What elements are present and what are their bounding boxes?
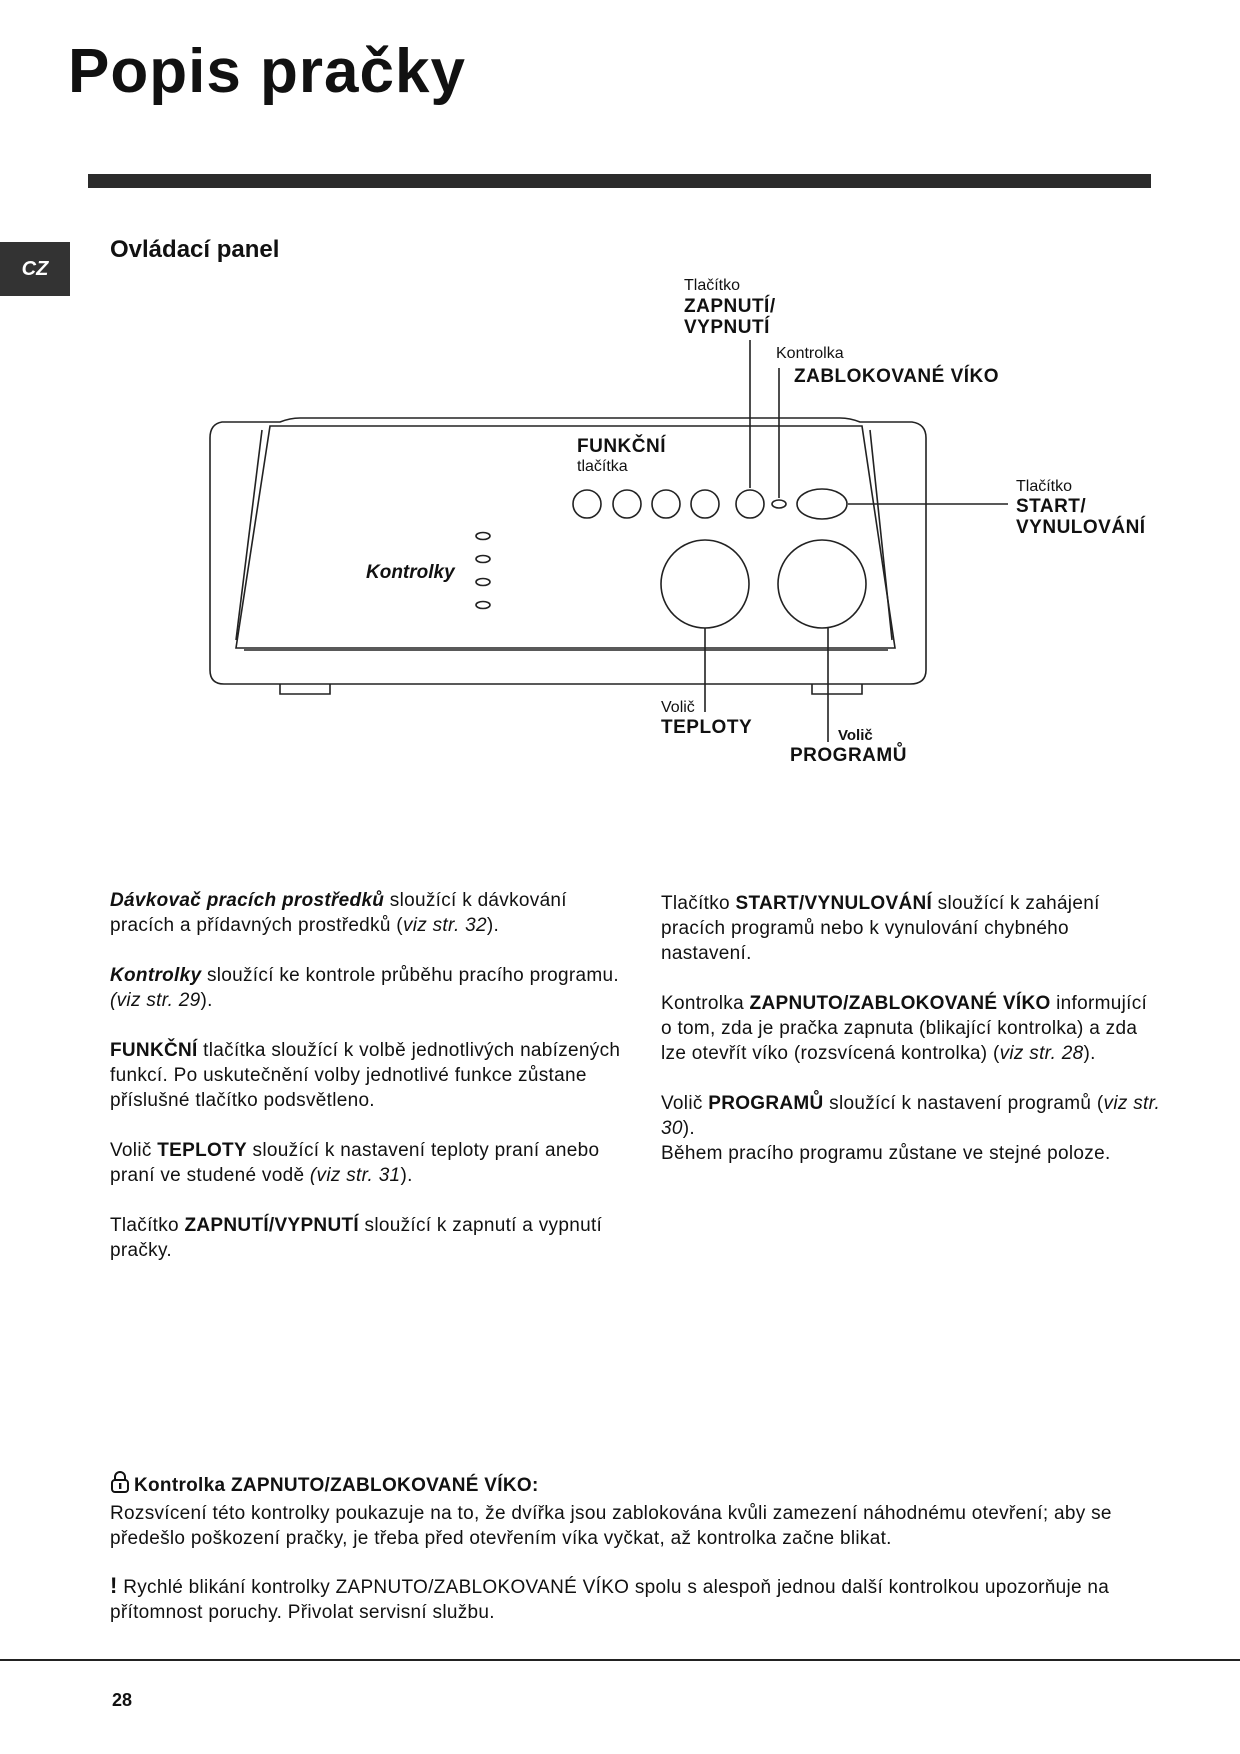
temperature-knob-label: TEPLOTY — [661, 717, 753, 738]
section-title: Ovládací panel — [110, 236, 280, 263]
indicator-lamp-1 — [476, 533, 490, 540]
lid-lamp-caption: Kontrolka — [776, 345, 844, 362]
start-button-label-1: START/ — [1016, 496, 1087, 517]
lid-lamp-label: ZABLOKOVANÉ VÍKO — [794, 366, 1000, 387]
panel-face — [236, 426, 895, 648]
function-button-3 — [652, 490, 680, 518]
indicator-lamp-3 — [476, 579, 490, 586]
warning-note-text: ! Rychlé blikání kontrolky ZAPNUTO/ZABLOKOVANÉ VÍKO spolu s alespoň jednou další kontrolkou upozorňuje na přítomnost poruchy. Přivolat servisní službu. — [110, 1573, 1110, 1623]
panel-outline — [210, 418, 926, 684]
power-button-label-1: ZAPNUTÍ/ — [684, 296, 776, 317]
temperature-paragraph: Volič TEPLOTY sloužící k nastavení teploty praní anebo praní ve studené vodě (viz str. 31). — [110, 1140, 600, 1186]
language-tab: CZ — [0, 242, 70, 296]
lid-lock-note — [110, 1470, 1150, 1647]
indicator-lamps-label: Kontrolky — [366, 562, 455, 583]
start-reset-button — [797, 489, 847, 519]
power-button — [736, 490, 764, 518]
function-button-2 — [613, 490, 641, 518]
indicator-lamp-4 — [476, 602, 490, 609]
function-buttons-paragraph: FUNKČNÍ tlačítka sloužící k volbě jednotlivých nabízených funkcí. Po uskutečnění volby jednotlivé funkce zůstane příslušné tlačítko podsvětleno. — [110, 1040, 621, 1111]
page-title: Popis pračky — [68, 37, 466, 106]
start-reset-paragraph: Tlačítko START/VYNULOVÁNÍ sloužící k zahájení pracích programů nebo k vynulování chybného nastavení. — [661, 893, 1100, 964]
power-paragraph: Tlačítko ZAPNUTÍ/VYPNUTÍ sloužící k zapnutí a vypnutí pračky. — [110, 1215, 603, 1261]
program-knob — [778, 540, 866, 628]
description-column-left — [110, 888, 630, 1288]
footer-rule — [0, 1659, 1240, 1661]
indicator-lamp-2 — [476, 556, 490, 563]
header-rule — [88, 174, 1151, 188]
control-panel-diagram — [0, 0, 1240, 800]
page-number: 28 — [112, 1690, 133, 1710]
power-button-label-2: VYPNUTÍ — [684, 317, 770, 338]
lid-lock-note-text: Kontrolka ZAPNUTO/ZABLOKOVANÉ VÍKO: Rozsvícení této kontrolky poukazuje na to, že dvířka jsou zablokována kvůli zamezení náhodnému otevření; aby se předešlo poškození pračky, je třeba před otevřením víka vyčkat, až kontrolka začne blikat. — [110, 1470, 1150, 1551]
function-buttons-caption: tlačítka — [577, 458, 628, 475]
lid-lamp-paragraph: Kontrolka ZAPNUTO/ZABLOKOVANÉ VÍKO informující o tom, zda je pračka zapnuta (blikající kontrolka) a zda lze otevřít víko (rozsvícená kontrolka) (viz str. 28). — [661, 993, 1148, 1064]
function-buttons-label: FUNKČNÍ — [577, 436, 666, 457]
lid-lock-lamp — [772, 500, 786, 508]
temperature-knob-caption: Volič — [661, 699, 695, 716]
lamps-paragraph: Kontrolky sloužící ke kontrole průběhu pracího programu. (viz str. 29). — [110, 965, 619, 1011]
exclamation-icon: ! — [110, 1573, 118, 1598]
temperature-knob — [661, 540, 749, 628]
start-button-caption: Tlačítko — [1016, 478, 1073, 495]
lock-icon — [110, 1470, 130, 1501]
description-column-right — [661, 891, 1161, 1191]
program-knob-label: PROGRAMŮ — [790, 745, 907, 766]
function-button-1 — [573, 490, 601, 518]
power-button-caption: Tlačítko — [684, 277, 741, 294]
program-paragraph: Volič PROGRAMŮ sloužící k nastavení programů (viz str. 30). Během pracího programu zůstane ve stejné poloze. — [661, 1093, 1161, 1164]
start-button-label-2: VYNULOVÁNÍ — [1016, 517, 1146, 538]
dispenser-paragraph: Dávkovač pracích prostředků sloužící k dávkování pracích a přídavných prostředků (viz str. 32). — [110, 890, 567, 936]
program-knob-caption: Volič — [838, 727, 873, 744]
function-button-4 — [691, 490, 719, 518]
